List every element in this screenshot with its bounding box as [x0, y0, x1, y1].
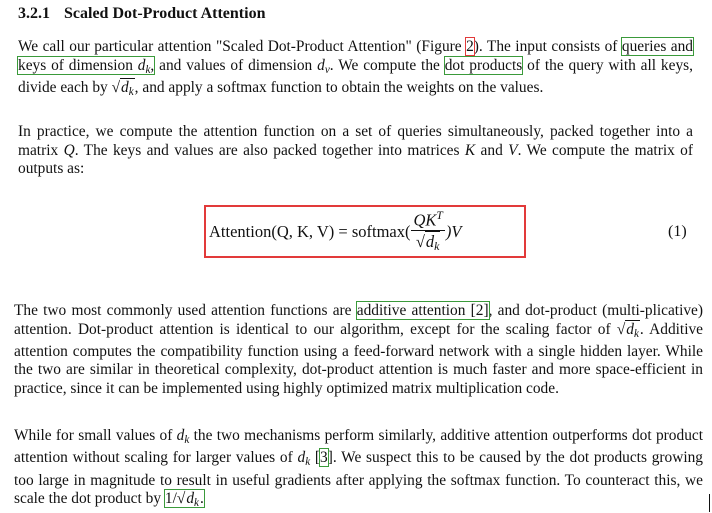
text-run: ]. We suspect this to be caused by the dot products growing too large in magnitude to result in useful gradients after applying the softmax function. To counteract this, we scale the dot product by — [14, 449, 703, 508]
text-run: . We compute the — [329, 56, 445, 74]
paragraph-1 — [18, 38, 693, 101]
text-run: and values of dimension — [154, 56, 318, 74]
math-d: d — [425, 231, 435, 251]
equation-number: (1) — [668, 223, 687, 240]
math-d: d — [176, 427, 185, 444]
math-subscript-k: k — [633, 327, 639, 340]
text-run: , and apply a softmax function to obtain the weights on the values. — [134, 78, 544, 96]
text-run: While for small values of — [14, 427, 177, 444]
text-cursor — [709, 494, 710, 512]
text-run: . The keys and values are also packed together into matrices — [74, 141, 465, 159]
math-d: d — [137, 56, 146, 74]
radical-sign: √ — [616, 320, 626, 338]
text-run: the two mechanisms perform similarly, additive attention outperforms dot product attention without scaling for larger values of — [14, 427, 703, 467]
highlight-dot-products: dot products — [444, 56, 523, 74]
radical-sign: √ — [176, 490, 186, 508]
text-run: The two most commonly used attention functions are — [14, 302, 357, 319]
citation-reference[interactable]: 3 — [320, 449, 328, 467]
math-subscript-k: k — [305, 456, 311, 469]
text-run: . We compute the matrix of outputs as: — [18, 141, 693, 177]
math-d: d — [626, 320, 634, 338]
math-K: K — [464, 141, 476, 159]
highlight-text: queries and keys of dimension — [18, 38, 693, 74]
math-subscript-v: v — [324, 63, 330, 76]
equation-lhs: Attention(Q, K, V) = softmax( — [209, 222, 411, 241]
text-run: , and dot-product (multi-plicative) attention. Dot-product attention is identical to our algorithm, except for the scaling factor of — [14, 302, 703, 338]
math-d: d — [121, 78, 129, 96]
equation-rhs: )V — [445, 222, 462, 241]
text-run: In practice, we compute the attention function on a set of queries simultaneously, packed together into a matrix — [18, 123, 693, 159]
text-run: [ — [310, 449, 321, 467]
sqrt-dk — [617, 320, 640, 338]
figure-reference[interactable]: 2 — [466, 38, 474, 55]
radical-sign: √ — [415, 231, 425, 251]
math-d: d — [317, 56, 325, 74]
math-subscript-k: k — [145, 63, 151, 76]
math-subscript-k: k — [184, 433, 190, 446]
equation-numerator: QK — [413, 210, 437, 230]
math-subscript-k: k — [434, 238, 440, 253]
attention-equation — [209, 207, 461, 257]
text-run: ). The input consists of — [473, 38, 622, 55]
math-Q: Q — [63, 141, 75, 159]
math-d: d — [186, 490, 195, 508]
math-subscript-k: k — [128, 85, 134, 98]
period: . — [199, 490, 204, 508]
radical-sign: √ — [111, 78, 121, 96]
equation-superscript-T: T — [436, 210, 443, 223]
sqrt-dk — [416, 231, 441, 251]
paragraph-3 — [14, 302, 703, 398]
section-heading — [18, 5, 265, 23]
text-run: We call our particular attention "Scaled Dot-Product Attention" (Figure — [18, 38, 467, 55]
text-run: of the query with all keys, divide each by — [18, 56, 693, 96]
text-run: . Additive attention computes the compatibility function using a feed-forward network with a single hidden layer. While the two are similar in theoretical complexity, dot-product attention is much faster and more space-efficient in practice, since it can be implemented using highly optimized matrix multiplication code. — [14, 320, 703, 397]
paragraph-4 — [14, 427, 703, 512]
math-one-over: 1/ — [164, 490, 177, 508]
highlight-queries-keys-dimension: queries and keys of dimension $d_k$, — [18, 38, 693, 76]
section-title: Scaled Dot-Product Attention — [64, 5, 266, 22]
highlight-additive-attention[interactable]: additive attention [2] — [356, 302, 489, 319]
text-run: and — [475, 141, 509, 159]
section-number: 3.2.1 — [18, 5, 50, 22]
highlight-scale-factor — [165, 490, 204, 507]
math-d: d — [297, 449, 306, 467]
sqrt-dk — [112, 78, 135, 96]
math-subscript-k: k — [194, 496, 199, 509]
paragraph-2 — [18, 123, 693, 179]
math-V: V — [508, 141, 518, 159]
equation-fraction — [411, 207, 444, 256]
